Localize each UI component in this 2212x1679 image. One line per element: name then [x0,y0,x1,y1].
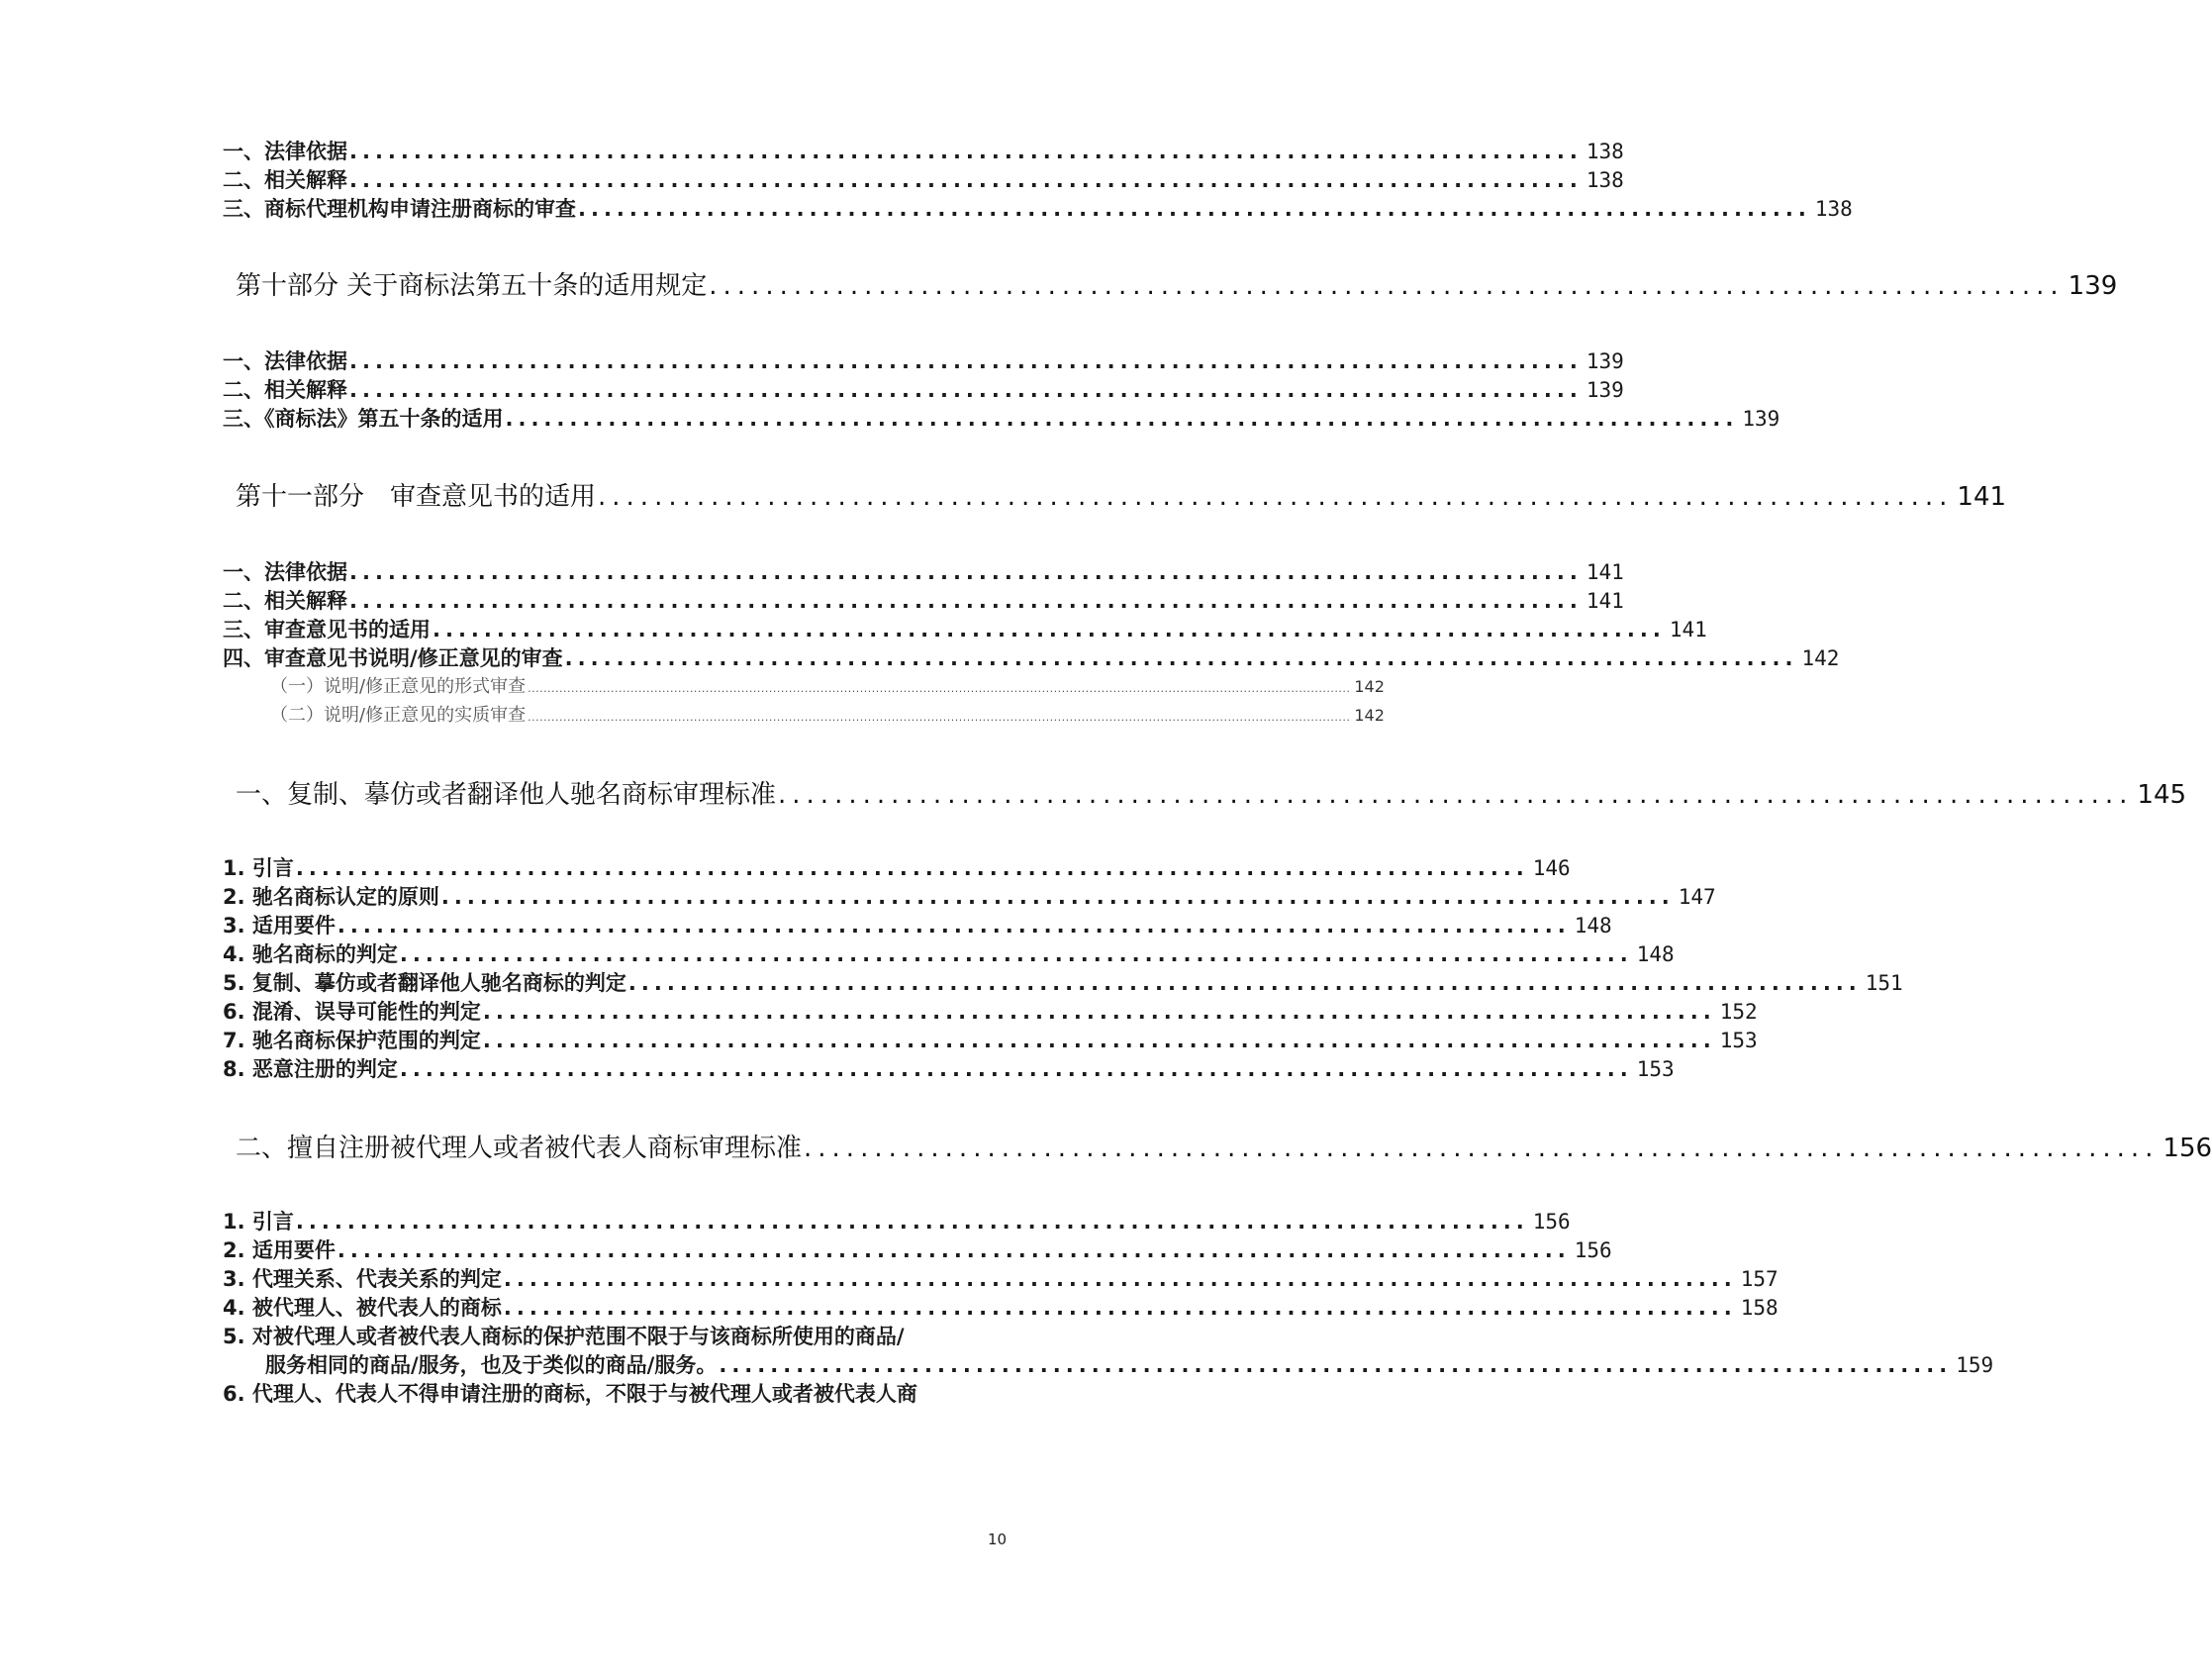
leader-dots: ................................................................................................ [399,942,1633,966]
toc-entry-page: 142 [1801,646,1840,670]
toc-section-heading[interactable] [236,476,2007,513]
leader-dots: ................................................................................................ [399,1057,1633,1081]
leader-dots: ................................................................................................ [349,589,1583,613]
toc-entry[interactable] [223,614,1707,643]
leader-dots: ................................................................................................ [440,885,1675,909]
toc-subentry-page: 142 [1354,677,1385,696]
toc-entry-page: 153 [1636,1057,1675,1081]
toc-entry[interactable] [223,852,1571,882]
toc-entry[interactable] [223,1235,1612,1264]
leader-dots: ................................................................................................ [349,349,1583,373]
toc-heading-title: 一、复制、摹仿或者翻译他人驰名商标审理标准 [236,780,777,810]
toc-subentry[interactable] [270,672,1385,698]
leader-dots: ................................................................................................ [433,618,1666,642]
toc-entry-title: 一、法律依据 [223,140,347,163]
toc-entry-line-2[interactable] [265,1349,1994,1379]
toc-entry-title: 3. 代理关系、代表关系的判定 [223,1267,502,1291]
toc-entry[interactable] [223,556,1624,586]
toc-entry-page: 151 [1865,971,1903,995]
toc-entry-page: 148 [1574,914,1612,938]
leader-dots: ................................................................................................ [503,1296,1737,1320]
leader-dots: ................................................................................................ [482,1029,1716,1052]
leader-dots: ................................................................................................ [349,168,1583,192]
toc-entry-title: 二、相关解释 [223,168,347,192]
toc-entry-page: 153 [1719,1029,1758,1052]
toc-entry-title: 7. 驰名商标保护范围的判定 [223,1029,481,1052]
toc-section-heading[interactable] [236,1128,2212,1164]
toc-entry[interactable] [223,996,1758,1026]
toc-entry-title: 三、审查意见书的适用 [223,618,431,642]
toc-entry-title: 二、相关解释 [223,378,347,402]
toc-heading-title: 二、擅自注册被代理人或者被代表人商标审理标准 [236,1134,803,1163]
leader-dots: ................................................................................................ [505,407,1739,431]
toc-entry-title: 3. 适用要件 [223,914,336,938]
toc-entry-page: 147 [1678,885,1716,909]
leader-dots: ................................................................................................ [503,1267,1737,1291]
toc-entry-page: 139 [1586,349,1624,373]
toc-entry-line-1[interactable] [223,1321,1005,1350]
toc-entry-page: 156 [1532,1210,1571,1234]
toc-entry-page: 141 [1669,618,1707,642]
leader-dots: ................................................................................................ [778,780,2134,810]
toc-entry[interactable] [223,1053,1675,1083]
toc-entry-title: 2. 驰名商标认定的原则 [223,885,439,909]
toc-subentry-page: 142 [1354,706,1385,725]
toc-subentry-title: （二）说明/修正意见的实质审查 [270,705,527,726]
leader-dots: ................................................................................................ [482,1000,1716,1024]
toc-entry-title: 三、商标代理机构申请注册商标的审查 [223,197,576,221]
leader-dots: ................................................................................................ [295,1210,1529,1234]
toc-entry[interactable] [223,881,1716,911]
toc-entry-title: 四、审查意见书说明/修正意见的审查 [223,646,563,670]
toc-entry[interactable] [223,374,1624,404]
leader-dots: ................................................................................................ [349,140,1583,163]
toc-heading-title: 第十部分 关于商标法第五十条的适用规定 [236,271,708,301]
toc-entry-title: 8. 恶意注册的判定 [223,1057,398,1081]
toc-entry-title: 5. 复制、摹仿或者翻译他人驰名商标的判定 [223,971,626,995]
toc-entry[interactable] [223,346,1624,375]
leader-dots: ................................................................................................ [598,482,1954,512]
toc-entry[interactable] [223,910,1612,939]
leader-dots: ................................................................................................ [337,1238,1571,1262]
toc-entry-title-continued: 服务相同的商品/服务，也及于类似的商品/服务。 [265,1353,718,1377]
page-number: 10 [988,1531,1008,1548]
toc-entry-page: 148 [1636,942,1675,966]
toc-entry-title: 5. 对被代理人或者被代表人商标的保护范围不限于与该商标所使用的商品/ [223,1325,905,1348]
leader-dots: ................................................................................................ [564,646,1798,670]
toc-heading-page: 139 [2068,271,2118,301]
toc-heading-page: 141 [1957,482,2007,512]
toc-entry[interactable] [223,1206,1571,1235]
toc-section-heading[interactable] [236,774,2187,811]
leader-dots: ................................................................................................................................................................................................................ [528,711,1351,724]
toc-entry-page: 158 [1740,1296,1779,1320]
toc-entry[interactable] [223,403,1780,433]
toc-entry[interactable] [223,1025,1758,1054]
toc-entry-page: 139 [1586,378,1624,402]
toc-heading-page: 145 [2137,780,2187,810]
toc-entry-title: 1. 引言 [223,1210,294,1234]
toc-entry[interactable] [223,938,1675,968]
toc-entry-page: 146 [1532,856,1571,880]
toc-entry[interactable] [223,193,1853,223]
toc-entry-page: 138 [1814,197,1853,221]
toc-entry-title: 一、法律依据 [223,560,347,584]
toc-entry-page: 138 [1586,168,1624,192]
toc-section-heading[interactable] [236,265,2118,302]
leader-dots: ................................................................................................ [337,914,1571,938]
toc-entry-page: 157 [1740,1267,1779,1291]
toc-subentry[interactable] [270,701,1385,727]
toc-entry-title: 4. 驰名商标的判定 [223,942,398,966]
toc-entry-title: 三、《商标法》第五十条的适用 [223,407,504,431]
leader-dots: ................................................................................................ [349,560,1583,584]
toc-entry-title: 一、法律依据 [223,349,347,373]
leader-dots: ................................................................................................ [804,1134,2160,1163]
toc-entry[interactable] [223,1263,1779,1293]
toc-entry-page: 141 [1586,589,1624,613]
leader-dots: ................................................................................................ [719,1353,1953,1377]
leader-dots: ................................................................................................ [578,197,1811,221]
toc-entry-title: 1. 引言 [223,856,294,880]
toc-heading-page: 156 [2163,1134,2212,1163]
toc-entry-page: 138 [1586,140,1624,163]
toc-entry-page: 141 [1586,560,1624,584]
toc-entry-line-1[interactable] [223,1378,1005,1408]
toc-entry-page: 156 [1574,1238,1612,1262]
leader-dots: ................................................................................................ [295,856,1529,880]
toc-entry[interactable] [223,642,1840,672]
leader-dots: ................................................................................................................................................................................................................ [528,682,1351,695]
toc-heading-title: 第十一部分 审查意见书的适用 [236,482,597,512]
toc-entry[interactable] [223,967,1903,997]
leader-dots: ................................................................................................ [627,971,1862,995]
leader-dots: ................................................................................................ [349,378,1583,402]
toc-entry-page: 159 [1956,1353,1994,1377]
toc-subentry-title: （一）说明/修正意见的形式审查 [270,676,527,697]
toc-entry-title: 6. 代理人、代表人不得申请注册的商标，不限于与被代理人或者被代表人商 [223,1382,917,1406]
toc-entry-page: 152 [1719,1000,1758,1024]
toc-entry-title: 2. 适用要件 [223,1238,336,1262]
toc-entry-page: 139 [1742,407,1780,431]
toc-entry-title: 二、相关解释 [223,589,347,613]
toc-entry[interactable] [223,1292,1779,1322]
toc-entry[interactable] [223,136,1624,165]
toc-entry[interactable] [223,585,1624,615]
leader-dots: ................................................................................................ [709,271,2065,301]
toc-entry-title: 6. 混淆、误导可能性的判定 [223,1000,481,1024]
toc-entry-title: 4. 被代理人、被代表人的商标 [223,1296,502,1320]
toc-entry[interactable] [223,164,1624,194]
